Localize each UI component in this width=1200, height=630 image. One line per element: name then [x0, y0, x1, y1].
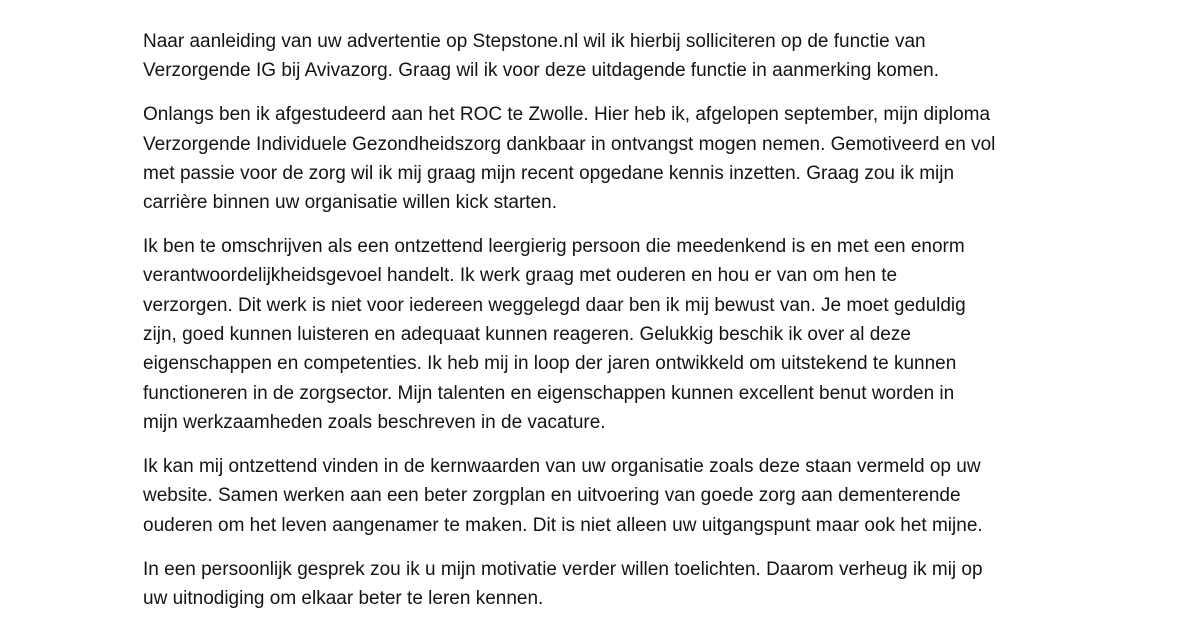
text-line: Naar aanleiding van uw advertentie op Stepstone.nl wil ik hierbij solliciteren op de functie van: [143, 31, 926, 52]
text-line: zijn, goed kunnen luisteren en adequaat kunnen reageren. Gelukkig beschik ik over al deze: [143, 324, 911, 346]
paragraph-core-values: [143, 452, 1143, 540]
text-line: uw uitnodiging om elkaar beter te leren kennen.: [143, 587, 544, 609]
paragraph-spacer: [143, 437, 1143, 452]
text-line: carrière binnen uw organisatie willen kick starten.: [143, 192, 557, 214]
text-line: mijn werkzaamheden zoals beschreven in de vacature.: [143, 411, 606, 433]
text-line: verzorgen. Dit werk is niet voor iedereen weggelegd daar ben ik mij bewust van. Je moet geduldig: [143, 294, 966, 316]
paragraph-application: [143, 27, 1143, 86]
text-line: Ik kan mij ontzettend vinden in de kernwaarden van uw organisatie zoals deze staan vermeld op uw: [143, 455, 981, 477]
paragraph-personality: [143, 232, 1143, 437]
text-line: In een persoonlijk gesprek zou ik u mijn motivatie verder willen toelichten. Daarom verheug ik mij op: [143, 558, 983, 580]
text-line: Verzorgende IG bij Avivazorg. Graag wil ik voor deze uitdagende functie in aanmerking komen.: [143, 60, 939, 82]
text-line: functioneren in de zorgsector. Mijn talenten en eigenschappen kunnen excellent benut worden in: [143, 382, 955, 404]
text-line: Onlangs ben ik afgestudeerd aan het ROC te Zwolle. Hier heb ik, afgelopen september, mijn diploma: [143, 104, 991, 126]
paragraph-closing: [143, 555, 1143, 614]
paragraph-education: [143, 100, 1143, 217]
text-line: website. Samen werken aan een beter zorgplan en uitvoering van goede zorg aan dementerende: [143, 485, 961, 507]
text-line: met passie voor de zorg wil ik mij graag mijn recent opgedane kennis inzetten. Graag zou ik mijn: [143, 162, 955, 184]
text-line: Verzorgende Individuele Gezondheidszorg dankbaar in ontvangst mogen nemen. Gemotiveerd en vol: [143, 133, 996, 155]
text-line: Ik ben te omschrijven als een ontzettend leergierig persoon die meedenkend is en met een enorm: [143, 236, 965, 258]
paragraph-spacer: [143, 540, 1143, 555]
paragraph-spacer: [143, 86, 1143, 101]
text-line: ouderen om het leven aangenamer te maken. Dit is niet alleen uw uitgangspunt maar ook het mijne.: [143, 514, 983, 536]
text-line: eigenschappen en competenties. Ik heb mij in loop der jaren ontwikkeld om uitstekend te kunnen: [143, 353, 957, 375]
text-line: verantwoordelijkheidsgevoel handelt. Ik werk graag met ouderen en hou er van om hen te: [143, 265, 898, 287]
paragraph-spacer: [143, 217, 1143, 232]
letter-body: [143, 27, 1143, 613]
